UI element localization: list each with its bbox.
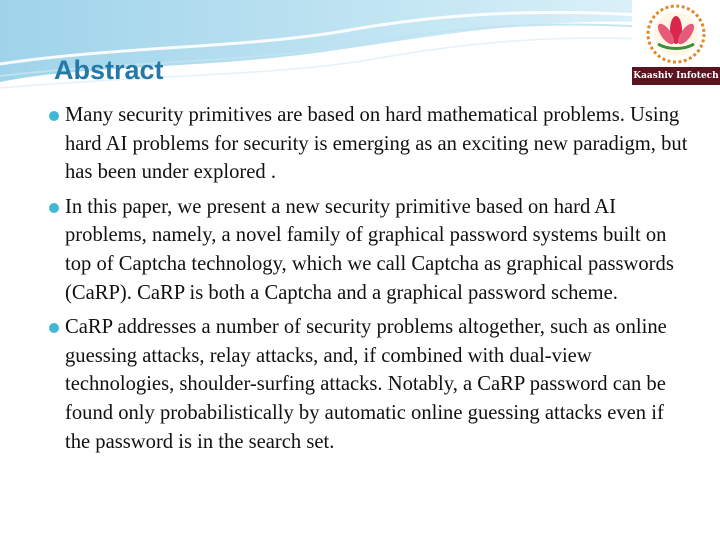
- logo-text: Kaashiv Infotech: [632, 67, 720, 85]
- bullet-dot-icon: [49, 203, 59, 213]
- bullet-dot-icon: [49, 111, 59, 121]
- bullet-text: CaRP addresses a number of security problems altogether, such as online guessing attacks, relay attacks, and, if combined with dual-view technologies, shoulder-surfing attacks. Notably, a CaRP password can be found only probabilistically by automatic online guessing attacks even if the password is in the search set.: [65, 315, 667, 453]
- bullet-text: Many security primitives are based on hard mathematical problems. Using hard AI problems for security is emerging as an exciting new paradigm, but has been under explored .: [65, 104, 688, 184]
- bullet-list: [48, 101, 688, 462]
- company-logo: [632, 0, 720, 88]
- bullet-dot-icon: [49, 323, 59, 333]
- bullet-item: [48, 313, 688, 457]
- lotus-emblem-icon: [638, 2, 714, 68]
- bullet-text: In this paper, we present a new security primitive based on hard AI problems, namely, a novel family of graphical password systems built on top of Captcha technology, which we call Captcha as graphical passwords (CaRP). CaRP is both a Captcha and a graphical password scheme.: [65, 195, 674, 304]
- bullet-item: [48, 193, 688, 308]
- bullet-item: [48, 101, 688, 187]
- slide-title: Abstract: [54, 55, 164, 85]
